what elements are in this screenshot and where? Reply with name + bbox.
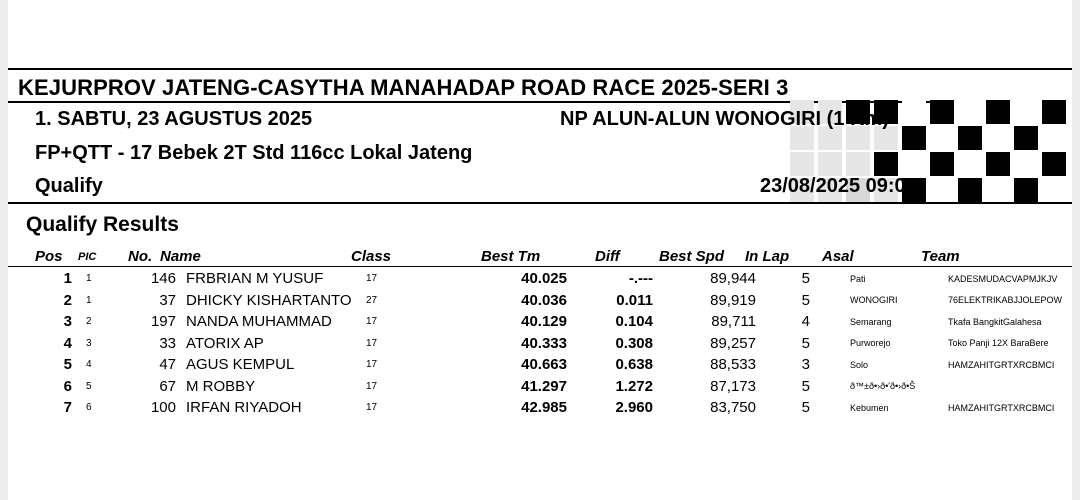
cell-no: 47 (159, 356, 176, 374)
session-datetime: 23/08/2025 09:00 (760, 175, 917, 197)
cell-best-tm: 40.333 (521, 334, 567, 352)
race-class: FP+QTT - 17 Bebek 2T Std 116cc Lokal Jateng (35, 142, 473, 164)
checker-square (1014, 100, 1038, 124)
table-row (8, 290, 1072, 312)
checker-square (958, 100, 982, 124)
results-table (8, 268, 1072, 419)
cell-pic: 5 (86, 380, 92, 392)
cell-in-lap: 5 (801, 270, 810, 288)
col-no: No. (128, 248, 153, 265)
col-diff: Diff (595, 248, 620, 265)
cell-asal: WONOGIRI (850, 295, 898, 306)
results-sheet (8, 0, 1072, 500)
cell-class: 17 (366, 273, 378, 285)
checker-square (1042, 100, 1066, 124)
col-team: Team (921, 248, 960, 265)
cell-no: 33 (159, 334, 176, 352)
cell-diff: 0.638 (615, 356, 653, 374)
checker-square (930, 100, 954, 124)
header-divider (8, 202, 1072, 204)
cell-best-spd: 83,750 (710, 399, 756, 417)
checker-square (1014, 178, 1038, 202)
cell-best-tm: 40.036 (521, 291, 567, 309)
column-divider (8, 266, 1072, 267)
venue: NP ALUN-ALUN WONOGIRI (1 Km) (560, 108, 889, 130)
cell-asal: ð™±ð•›ð•'ð•›ð•Š (850, 381, 916, 392)
cell-in-lap: 5 (801, 399, 810, 417)
cell-best-spd: 89,944 (710, 270, 756, 288)
table-row (8, 397, 1072, 419)
col-pic: PIC (78, 251, 97, 263)
checker-square (986, 126, 1010, 150)
checker-square (1042, 152, 1066, 176)
cell-team: Tkafa BangkitGalahesa (948, 316, 1042, 327)
col-in-lap: In Lap (745, 248, 790, 265)
table-row (8, 268, 1072, 290)
checker-square (902, 152, 926, 176)
checker-square (902, 126, 926, 150)
checker-square (986, 100, 1010, 124)
cell-pic: 1 (86, 273, 92, 285)
checker-square (986, 178, 1010, 202)
cell-no: 37 (159, 291, 176, 309)
checker-square (958, 126, 982, 150)
checker-square (1042, 178, 1066, 202)
cell-no: 146 (150, 270, 176, 288)
cell-name: IRFAN RIYADOH (186, 399, 302, 417)
cell-name: ATORIX AP (186, 334, 264, 352)
checker-square (958, 178, 982, 202)
cell-best-tm: 42.985 (521, 399, 567, 417)
checker-square (986, 152, 1010, 176)
cell-pos: 4 (63, 334, 72, 352)
cell-in-lap: 4 (801, 313, 810, 331)
cell-in-lap: 5 (801, 291, 810, 309)
col-best-spd: Best Spd (659, 248, 725, 265)
table-row (8, 311, 1072, 333)
top-divider (8, 68, 1072, 70)
cell-class: 17 (366, 316, 378, 328)
session-type: Qualify (35, 175, 103, 197)
table-row (8, 354, 1072, 376)
cell-diff: 1.272 (615, 377, 653, 395)
cell-class: 17 (366, 337, 378, 349)
cell-pos: 1 (63, 270, 72, 288)
table-row (8, 376, 1072, 398)
cell-diff: 2.960 (615, 399, 653, 417)
cell-pic: 6 (86, 402, 92, 414)
checker-square (930, 126, 954, 150)
checker-square (930, 152, 954, 176)
cell-diff: 0.104 (615, 313, 653, 331)
cell-in-lap: 5 (801, 377, 810, 395)
cell-asal: Purworejo (850, 338, 891, 349)
col-pos: Pos (35, 248, 63, 265)
cell-class: 17 (366, 402, 378, 414)
cell-team: Toko Panji 12X BaraBere (948, 338, 1049, 349)
checker-square (874, 152, 898, 176)
cell-pos: 5 (63, 356, 72, 374)
cell-diff: -.--- (628, 270, 653, 288)
cell-in-lap: 3 (801, 356, 810, 374)
cell-pos: 2 (63, 291, 72, 309)
checker-square (846, 152, 870, 176)
cell-pos: 3 (63, 313, 72, 331)
cell-best-spd: 89,257 (710, 334, 756, 352)
cell-pic: 2 (86, 316, 92, 328)
cell-class: 17 (366, 359, 378, 371)
cell-class: 17 (366, 380, 378, 392)
event-title: KEJURPROV JATENG-CASYTHA MANAHADAP ROAD RACE 2025-SERI 3 (18, 75, 789, 100)
checker-square (818, 152, 842, 176)
table-row (8, 333, 1072, 355)
cell-best-tm: 40.025 (521, 270, 567, 288)
cell-pic: 3 (86, 337, 92, 349)
cell-team (948, 376, 1072, 398)
checker-square (902, 100, 926, 124)
checker-square (930, 178, 954, 202)
cell-asal: Kebumen (850, 402, 889, 413)
cell-best-spd: 88,533 (710, 356, 756, 374)
cell-best-spd: 87,173 (710, 377, 756, 395)
cell-best-tm: 41.297 (521, 377, 567, 395)
cell-team: 76ELEKTRIKABJJOLEPOW (948, 295, 1063, 306)
cell-no: 197 (150, 313, 176, 331)
cell-team: KADESMUDACVAPMJKJV (948, 273, 1058, 284)
cell-best-spd: 89,711 (711, 313, 756, 331)
cell-name: DHICKY KISHARTANTO (186, 291, 352, 309)
checker-square (1042, 126, 1066, 150)
cell-diff: 0.308 (615, 334, 653, 352)
cell-best-tm: 40.663 (521, 356, 567, 374)
cell-diff: 0.011 (616, 291, 653, 309)
cell-class: 27 (366, 294, 378, 306)
cell-asal: Pati (850, 273, 866, 284)
checker-square (1014, 126, 1038, 150)
cell-pic: 1 (86, 294, 92, 306)
cell-team: HAMZAHITGRTXRCBMCI (948, 402, 1055, 413)
col-best-tm: Best Tm (481, 248, 541, 265)
cell-name: FRBRIAN M YUSUF (186, 270, 324, 288)
cell-best-tm: 40.129 (521, 313, 567, 331)
cell-in-lap: 5 (801, 334, 810, 352)
col-class: Class (351, 248, 392, 265)
session-day: 1. SABTU, 23 AGUSTUS 2025 (35, 108, 313, 130)
col-name: Name (160, 248, 201, 265)
checker-square (1014, 152, 1038, 176)
cell-team: HAMZAHITGRTXRCBMCI (948, 359, 1055, 370)
checker-square (790, 152, 814, 176)
cell-best-spd: 89,919 (710, 291, 756, 309)
cell-pos: 7 (63, 399, 72, 417)
cell-no: 100 (150, 399, 176, 417)
cell-asal: Solo (850, 359, 869, 370)
cell-asal: Semarang (850, 316, 892, 327)
cell-name: AGUS KEMPUL (186, 356, 295, 374)
cell-name: NANDA MUHAMMAD (186, 313, 332, 331)
cell-pos: 6 (63, 377, 72, 395)
cell-pic: 4 (86, 359, 92, 371)
cell-no: 67 (159, 377, 176, 395)
checker-square (958, 152, 982, 176)
col-asal: Asal (822, 248, 854, 265)
results-title: Qualify Results (26, 213, 179, 236)
cell-name: M ROBBY (186, 377, 256, 395)
